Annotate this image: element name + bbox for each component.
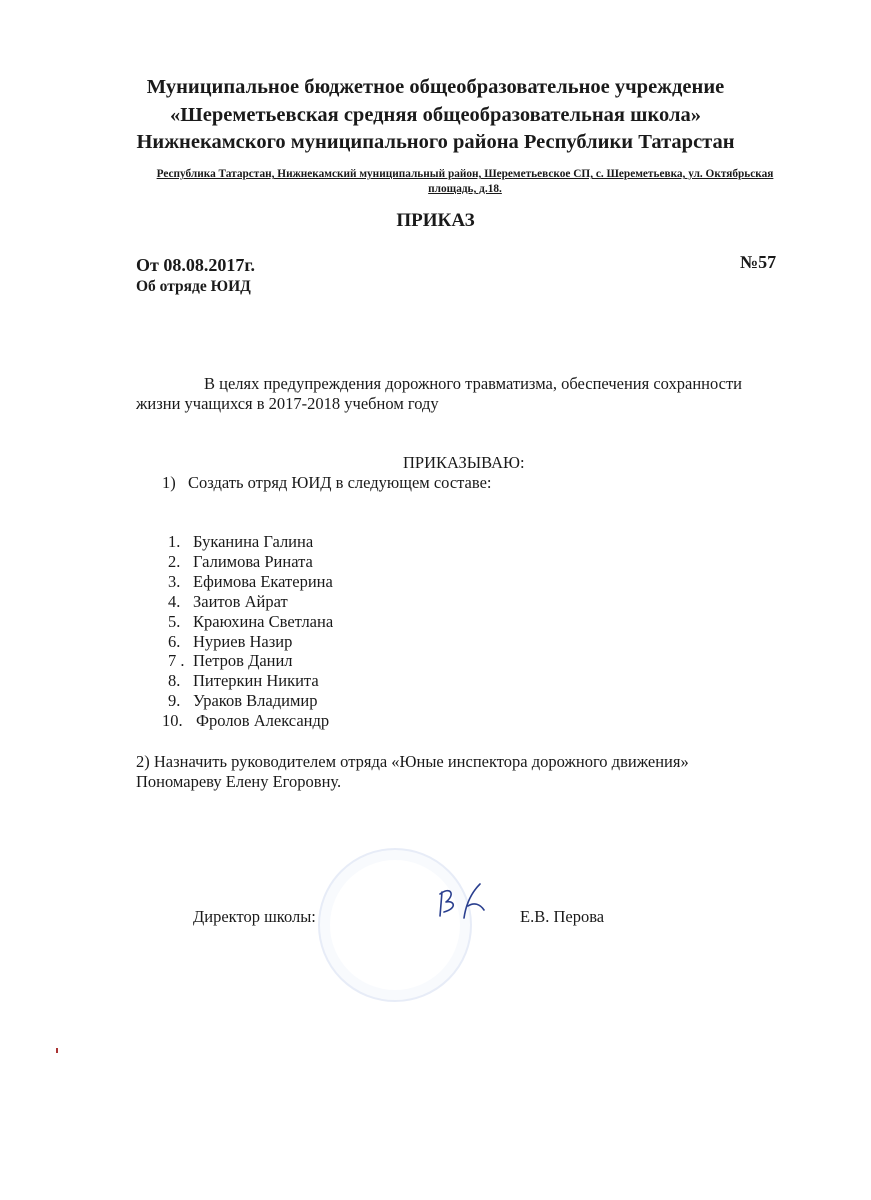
list-item-number: 9. [168,691,181,710]
list-item-name: Буканина Галина [193,532,314,551]
list-item-name: Заитов Айрат [193,592,288,611]
list-item-name: Ефимова Екатерина [193,572,333,591]
list-item-number: 2. [168,552,181,571]
org-name-line-1: Муниципальное бюджетное общеобразовательное учреждение [146,76,725,98]
intro-line-1: В целях предупреждения дорожного травматизма, обеспечения сохранности [204,374,742,393]
list-item-name: Петров Данил [193,651,293,670]
document-title: ПРИКАЗ [396,210,475,231]
signature-name: Е.В. Перова [520,907,605,926]
document-subject: Об отряде ЮИД [136,278,251,295]
item-1-text: Создать отряд ЮИД в следующем составе: [188,473,492,492]
list-item-name: Питеркин Никита [193,671,319,690]
list-item-name: Краюхина Светлана [193,612,334,631]
list-item-number: 10. [162,711,183,730]
org-address: Республика Татарстан, Нижнекамский муниципальный район, Шереметьевское СП, с. Шереметьевка, ул. Октябрьская площадь, д.18. [156,168,774,195]
org-name-line-3: Нижнекамского муниципального района Республики Татарстан [136,131,735,153]
list-item-name: Нуриев Назир [193,632,293,651]
org-name-line-2: «Шереметьевская средняя общеобразовательная школа» [170,104,701,126]
list-item-number: 1. [168,532,181,551]
list-item-number: 6. [168,632,181,651]
order-word: ПРИКАЗЫВАЮ: [403,453,525,472]
list-item-name: Ураков Владимир [193,691,318,710]
intro-line-2: жизни учащихся в 2017-2018 учебном году [136,394,439,413]
item-2-line-2: Пономареву Елену Егоровну. [136,772,342,791]
item-2-line-1: 2) Назначить руководителем отряда «Юные инспектора дорожного движения» [136,752,689,771]
list-item-number: 5. [168,612,181,631]
list-item-name: Фролов Александр [196,711,330,730]
signature-icon [432,880,490,928]
document-date: От 08.08.2017г. [136,255,255,275]
scan-speck [56,1048,58,1053]
list-item-number: 3. [168,572,181,591]
item-1-number: 1) [162,473,176,492]
list-item-number: 8. [168,671,181,690]
list-item-number: 4. [168,592,181,611]
list-item-name: Галимова Рината [193,552,313,571]
list-item-number: 7 . [168,651,185,670]
document-number: №57 [740,252,777,272]
signature-role: Директор школы: [193,907,316,926]
